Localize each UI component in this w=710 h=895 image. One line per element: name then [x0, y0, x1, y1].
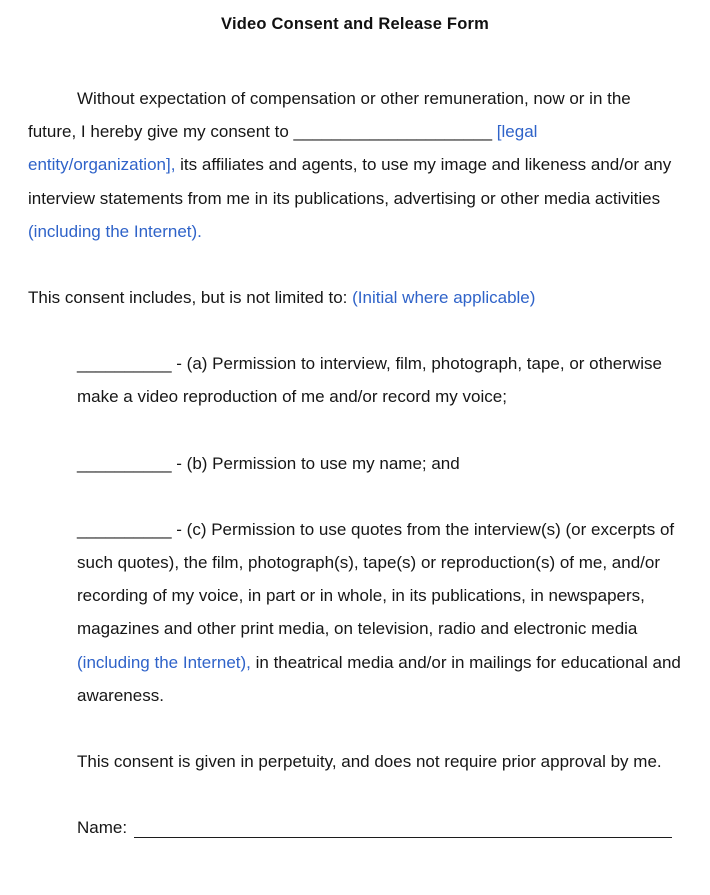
text-segment: - (a) Permission to interview, film, photograph, tape, or otherwise make a video reproduction of me and/or record my voice; — [77, 354, 662, 407]
intro-paragraph — [28, 82, 682, 248]
consent-item-c — [77, 513, 682, 712]
text-segment: (Initial where applicable) — [352, 288, 536, 308]
name-label: Name: — [77, 818, 128, 838]
text-segment: Without expectation of compensation or other remuneration, now or in the future, I hereby give my consent to — [28, 89, 631, 142]
text-segment: (including the Internet). — [28, 221, 202, 241]
text-segment: This consent includes, but is not limited to: — [28, 288, 353, 308]
legal-entity-blank[interactable]: _____________________ — [293, 122, 493, 142]
text-segment: in theatrical media and/or in mailings for educational and awareness. — [77, 652, 681, 705]
consent-item-a — [77, 347, 682, 413]
text-segment: (including the Internet), — [77, 652, 251, 672]
consent-item-b — [77, 447, 682, 480]
document-title: Video Consent and Release Form — [221, 15, 489, 33]
initial-blank-c[interactable]: __________ — [77, 519, 172, 539]
text-segment: - (c) Permission to use quotes from the interview(s) (or excerpts of such quotes), the film, photograph(s), tape(s) or reproduction(s) of me, and/or recording of my voice, in part or in whole, in its publications, in newspapers, magazines and other print media, on television, radio and electronic media — [77, 519, 675, 639]
name-row — [77, 811, 682, 844]
initial-blank-a[interactable]: __________ — [77, 354, 172, 374]
name-field[interactable] — [134, 811, 672, 838]
text-segment: - (b) Permission to use my name; and — [171, 453, 460, 473]
initial-blank-b[interactable]: __________ — [77, 453, 172, 473]
includes-line — [28, 281, 682, 314]
text-segment: its affiliates and agents, to use my image and likeness and/or any interview statements from me in its publications, advertising or other media activities — [28, 155, 672, 208]
text-segment: [legal entity/organization], — [28, 122, 538, 175]
perpetuity-paragraph: This consent is given in perpetuity, and does not require prior approval by me. — [77, 752, 662, 772]
